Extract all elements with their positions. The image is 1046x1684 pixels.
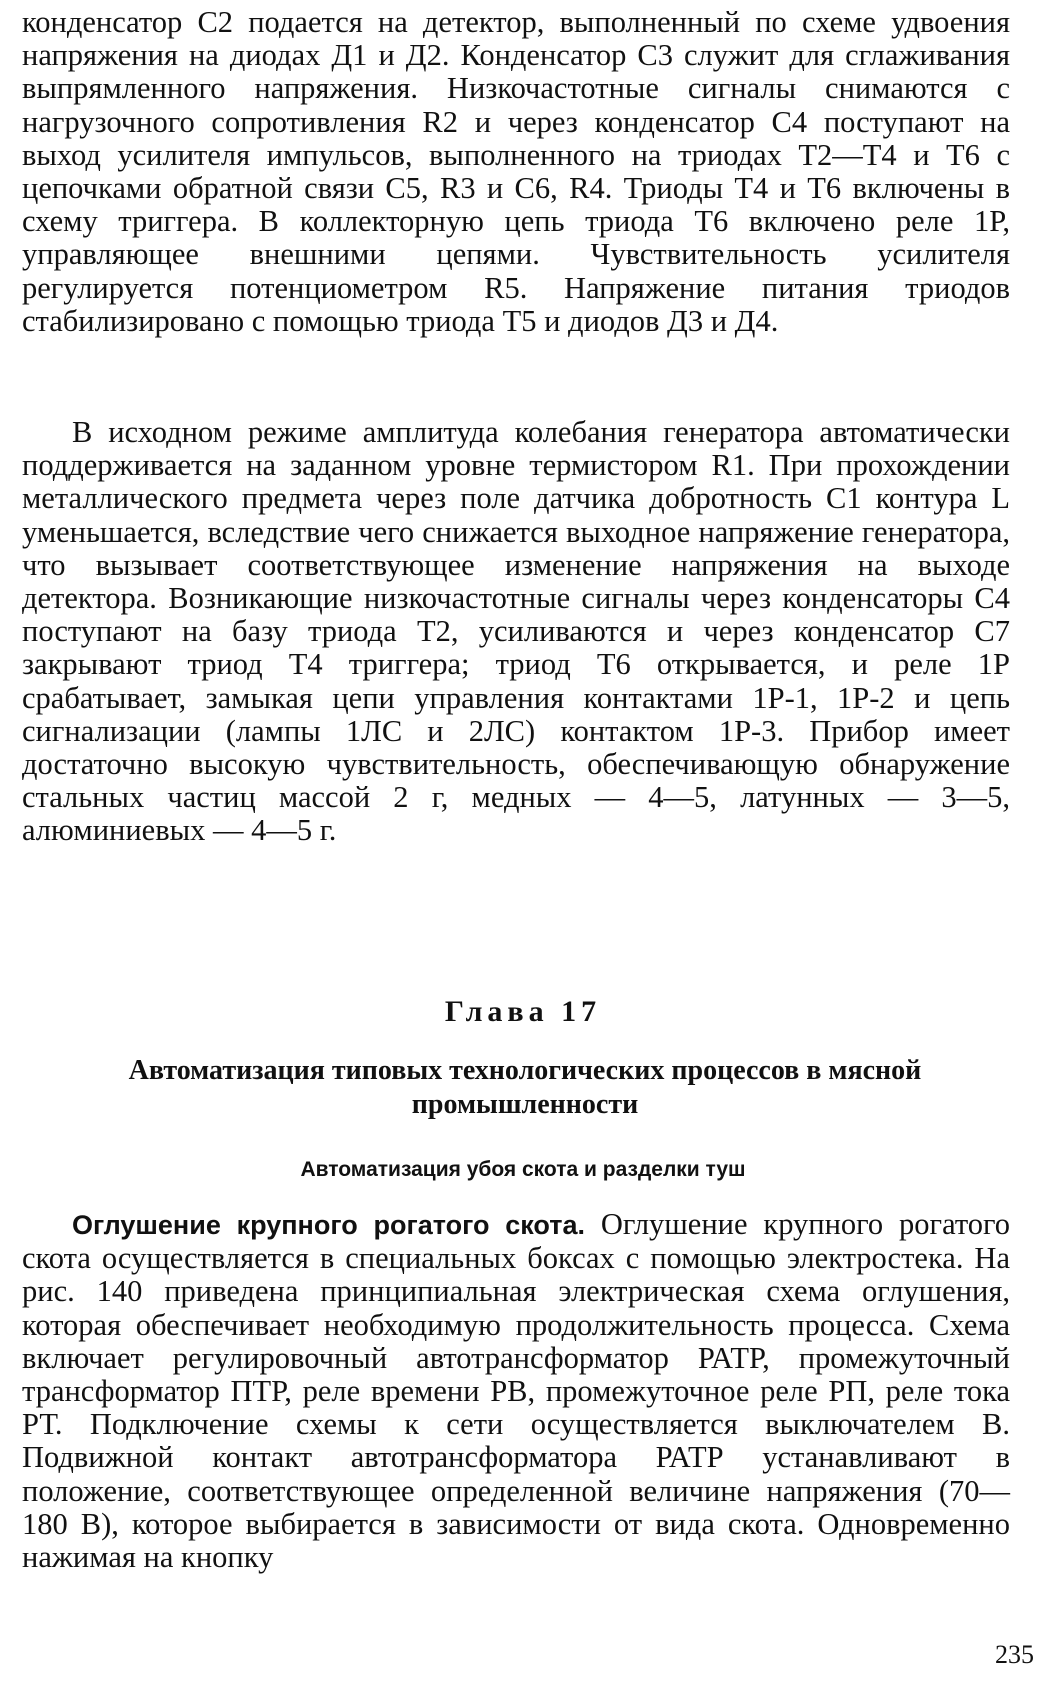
body-paragraph-operation: В исходном режиме амплитуда колебания генератора автоматически поддерживается на заданном уровне термистором R1. При прохождении металлического предмета через поле датчика добротность С1 контура L уменьшается, вследствие чего снижается выходное напряжение генератора, что вызывает соответствующее изменение напряжения на выходе детектора. Возникающие низкочастотные сигналы через конденсаторы С4 поступают на базу триода Т2, усиливаются и через конденсатор С7 закрывают триод Т4 триггера; триод Т6 открывается, и реле 1Р срабатывает, замыкая цепи управления контактами 1Р-1, 1Р-2 и цепь сигнализации (лампы 1ЛС и 2ЛС) контактом 1Р-3. Прибор имеет достаточно высокую чувствительность, обеспечивающую обнаружение стальных частиц массой 2 г, медных — 4—5, латунных — 3—5, алюминиевых — 4—5 г. [22,415,1010,848]
paragraph-text: Оглушение крупного рогатого скота осуществляется в специальных боксах с помощью электростека. На рис. 140 приведена принципиальная электрическая схема оглушения, которая обеспечивает необходимую продолжительность процесса. Схема включает регулировочный автотрансформатор РАТР, промежуточный трансформатор ПТР, реле времени РВ, промежуточное реле РП, реле тока РТ. Подключение схемы к сети осуществляется выключателем В. Подвижной контакт автотрансформатора РАТР устанавливают в положение, соответствующее определенной величине напряжения (70—180 В), которое выбирается в зависимости от вида скота. Одновременно нажимая на кнопку [22,1207,1010,1575]
chapter-heading: Глава 17 [444,995,602,1028]
section-heading: Автоматизация убоя скота и разделки туш [300,1158,746,1181]
run-in-heading: Оглушение крупного рогатого скота. [72,1210,585,1240]
chapter-title: Автоматизация типовых технологических процессов в мясной промышленности [128,1055,922,1120]
page-number: 235 [995,1640,1034,1669]
body-paragraph-stunning [22,1208,1010,1574]
body-paragraph-detector: конденсатор C2 подается на детектор, выполненный по схеме удвоения напряжения на диодах Д1 и Д2. Конденсатор С3 служит для сглаживания выпрямленного напряжения. Низкочастотные сигналы снимаются с нагрузочного сопротивления R2 и через конденсатор С4 поступают на выход усилителя импульсов, выполненного на триодах Т2—Т4 и Т6 с цепочками обратной связи С5, R3 и С6, R4. Триоды Т4 и Т6 включены в схему триггера. В коллекторную цепь триода Т6 включено реле 1Р, управляющее внешними цепями. Чувствительность усилителя регулируется потенциометром R5. Напряжение питания триодов стабилизировано с помощью триода Т5 и диодов Д3 и Д4. [22,5,1010,338]
